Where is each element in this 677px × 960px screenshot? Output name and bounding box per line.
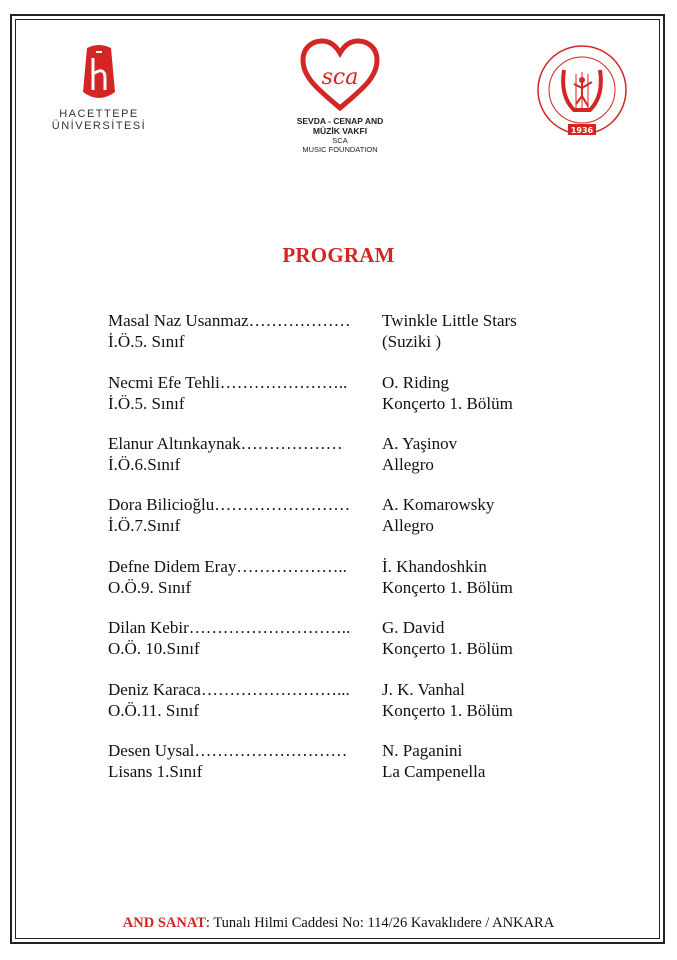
piece-composer: Twinkle Little Stars [382,311,517,330]
performer-name: Masal Naz Usanmaz……………… [108,311,351,330]
piece-composer: J. K. Vanhal [382,680,465,699]
piece-detail: Allegro [382,455,434,474]
sca-foundation-logo [278,38,402,164]
hacettepe-logo-line-2: ÜNİVERSİTESİ [51,120,147,132]
footer-address-text: : Tunalı Hilmi Caddesi No: 114/26 Kavaklıdere / ANKARA [205,915,555,931]
performer-name: Dilan Kebir……………………….. [108,618,351,637]
program-entry [108,310,578,352]
foundation-logo-line-3: SCA [332,136,348,145]
page-title: PROGRAM [282,243,395,267]
piece-composer: A. Yaşinov [382,434,458,453]
performer-level: Lisans 1.Sınıf [108,762,203,781]
piece-detail: La Campenella [382,762,486,781]
program-entry [108,617,578,659]
footer-address [0,915,677,932]
program-entry [108,740,578,782]
performer-name: Desen Uysal……………………… [108,741,348,760]
foundation-logo-line-1: SEVDA - CENAP AND [296,116,384,126]
performer-level: O.Ö.11. Sınıf [108,701,199,720]
hacettepe-logo [44,44,154,144]
performer-level: O.Ö.9. Sınıf [108,578,192,597]
program-entry [108,372,578,414]
program-entry [108,679,578,721]
piece-detail: Konçerto 1. Bölüm [382,639,513,658]
performer-name: Defne Didem Eray……………….. [108,557,347,576]
svg-text:1936: 1936 [570,126,594,135]
piece-detail: Konçerto 1. Bölüm [382,394,513,413]
performer-name: Elanur Altınkaynak……………… [108,434,343,453]
performer-name: Necmi Efe Tehli………………….. [108,373,348,392]
piece-detail: Konçerto 1. Bölüm [382,578,513,597]
lyre-seal-icon [530,40,634,144]
performer-level: O.Ö. 10.Sınıf [108,639,200,658]
program-entry [108,433,578,475]
performer-level: İ.Ö.6.Sınıf [108,455,181,474]
hacettepe-emblem-icon [79,44,119,104]
performer-name: Deniz Karaca……………………... [108,680,350,699]
piece-detail: Allegro [382,516,434,535]
program-entry [108,556,578,598]
heart-icon [299,38,381,114]
piece-detail: (Suziki ) [382,332,442,351]
footer-brand: AND SANAT [122,915,206,931]
piece-composer: N. Paganini [382,741,463,760]
foundation-logo-line-2: MÜZİK VAKFI [312,126,368,136]
foundation-logo-line-4: MUSIC FOUNDATION [302,145,378,154]
piece-composer: İ. Khandoshkin [382,557,487,576]
performer-level: İ.Ö.5. Sınıf [108,332,185,351]
svg-text:sca: sca [321,65,359,90]
piece-detail: Konçerto 1. Bölüm [382,701,513,720]
hacettepe-logo-line-1: HACETTEPE [59,108,139,120]
piece-composer: G. David [382,618,445,637]
program-entry [108,494,578,536]
performer-level: İ.Ö.5. Sınıf [108,394,185,413]
performer-level: İ.Ö.7.Sınıf [108,516,181,535]
piece-composer: A. Komarowsky [382,495,495,514]
performer-name: Dora Bilicioğlu…………………… [108,495,351,514]
piece-composer: O. Riding [382,373,450,392]
conservatory-seal [530,40,640,144]
